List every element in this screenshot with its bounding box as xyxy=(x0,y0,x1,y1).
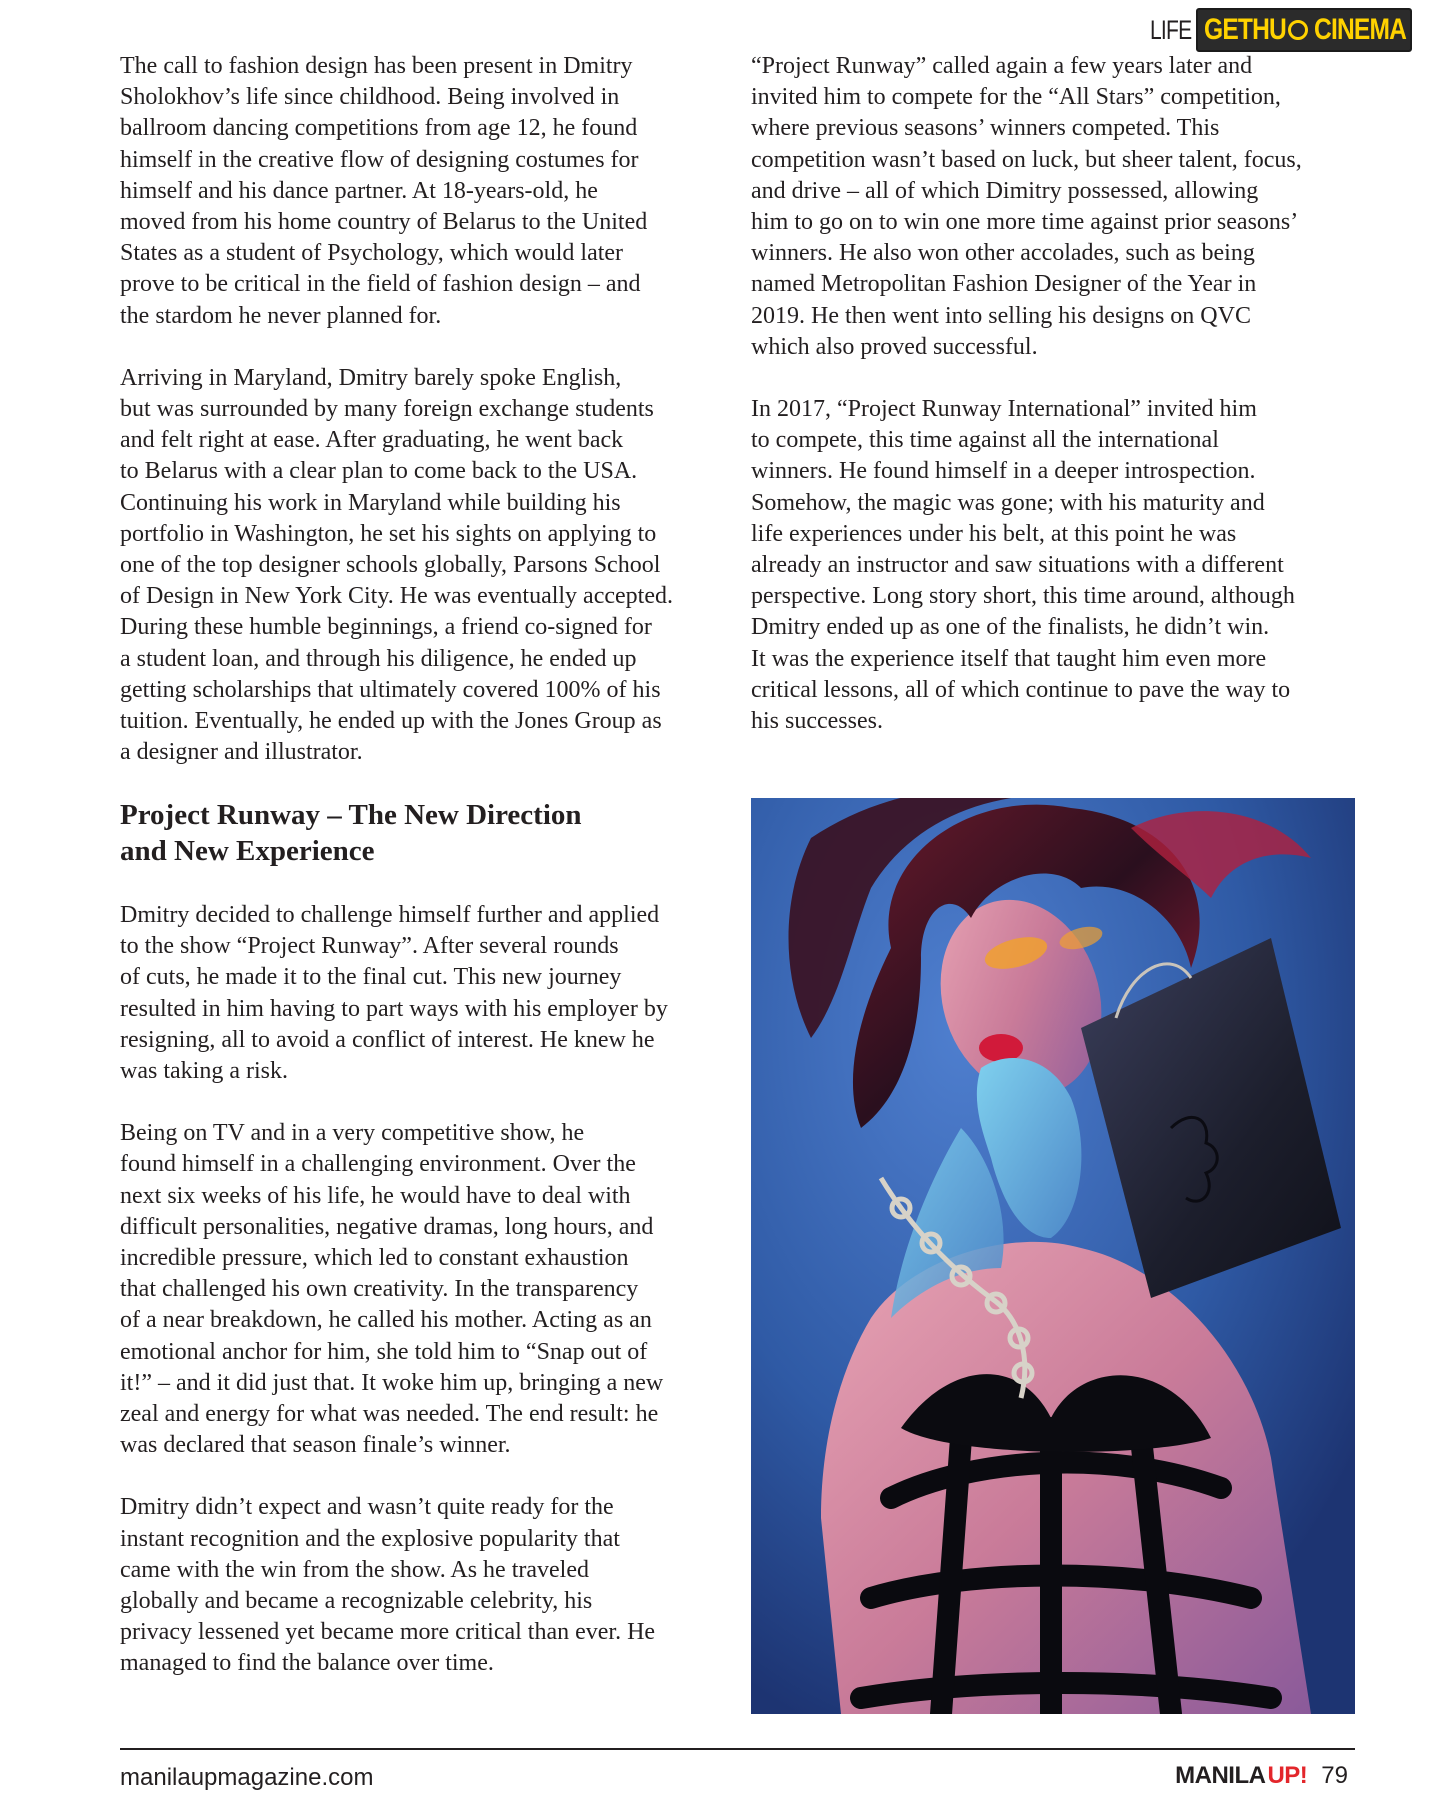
left-column xyxy=(120,51,732,799)
film-reel-icon xyxy=(1288,20,1308,40)
section-body xyxy=(120,900,732,1711)
footer-divider xyxy=(120,1748,1355,1750)
logo-gethu-text: GETHU xyxy=(1204,13,1286,46)
body-paragraph: Arriving in Maryland, Dmitry barely spoke English, but was surrounded by many foreign exchange students and felt right at ease. After graduating, he went back to Belarus with a clear plan to come back to the USA. Continuing his work in Maryland while building his portfolio in Washington, he set his sights on applying to one of the top designer schools globally, Parsons School of Design in New York City. He was eventually accepted. During these humble beginnings, a friend co-signed for a student loan, and through his diligence, he ended up getting scholarships that ultimately covered 100% of his tuition. Eventually, he ended up with the Jones Group as a designer and illustrator. xyxy=(120,364,673,766)
body-paragraph: Dmitry decided to challenge himself further and applied to the show “Project Runway”. After several rounds of cuts, he made it to the final cut. This new journey resulted in him having to part ways with his employer by resigning, all to avoid a conflict of interest. He knew he was taking a risk. xyxy=(120,902,668,1085)
fashion-photo xyxy=(751,798,1355,1714)
footer-brand xyxy=(1175,1762,1348,1790)
body-paragraph: Dmitry didn’t expect and wasn’t quite ready for the instant recognition and the explosive popularity that came with the win from the show. As he traveled globally and became a recognizable celebrity, his privacy lessened yet became more critical than ever. He managed to find the balance over time. xyxy=(120,1494,656,1677)
section-heading: Project Runway – The New Direction and New Experience xyxy=(120,799,582,867)
fashion-photo-illustration xyxy=(751,798,1355,1714)
brand-name: MANILA xyxy=(1175,1762,1266,1789)
body-paragraph: The call to fashion design has been present in Dmitry Sholokhov’s life since childhood. Being involved in ballroom dancing competitions from age 12, he found himself in the creative flow of designing costumes for himself and his dance partner. At 18-years-old, he moved from his home country of Belarus to the United States as a student of Psychology, which would later prove to be critical in the field of fashion design – and the stardom he never planned for. xyxy=(120,53,648,329)
body-paragraph: In 2017, “Project Runway International” invited him to compete, this time against all the international winners. He found himself in a deeper introspection. Somehow, the magic was gone; with his maturity and life experiences under his belt, at this point he was already an instructor and saw situations with a different perspective. Long story short, this time around, although Dmitry ended up as one of the finalists, he didn’t win. It was the experience itself that taught him even more critical lessons, all of which continue to pave the way to his successes. xyxy=(751,396,1295,735)
body-paragraph: Being on TV and in a very competitive show, he found himself in a challenging environment. Over the next six weeks of his life, he would have to deal with difficult personalities, negative dramas, long hours, and incredible pressure, which led to constant exhaustion that challenged his own creativity. In the transparency of a near breakdown, he called his mother. Acting as an emotional anchor for him, she told him to “Snap out of it!” – and it did just that. It woke him up, bringing a new zeal and energy for what was needed. The end result: he was declared that season finale’s winner. xyxy=(120,1120,664,1459)
right-column xyxy=(751,51,1361,768)
page-number: 79 xyxy=(1321,1762,1348,1789)
body-paragraph: “Project Runway” called again a few years later and invited him to compete for the “All Stars” competition, where previous seasons’ winners competed. This competition wasn’t based on luck, but sheer talent, focus, and drive – all of which Dimitry possessed, allowing him to go on to win one more time against prior seasons’ winners. He also won other accolades, such as being named Metropolitan Fashion Designer of the Year in 2019. He then went into selling his designs on QVC which also proved successful. xyxy=(751,53,1302,360)
footer-website: manilaupmagazine.com xyxy=(120,1764,374,1791)
logo-life-text: LIFE xyxy=(1150,14,1192,45)
gethu-cinema-logo xyxy=(1150,6,1440,54)
brand-accent: UP! xyxy=(1267,1762,1308,1789)
logo-badge xyxy=(1196,8,1412,52)
logo-cinema-text: CINEMA xyxy=(1314,13,1407,46)
